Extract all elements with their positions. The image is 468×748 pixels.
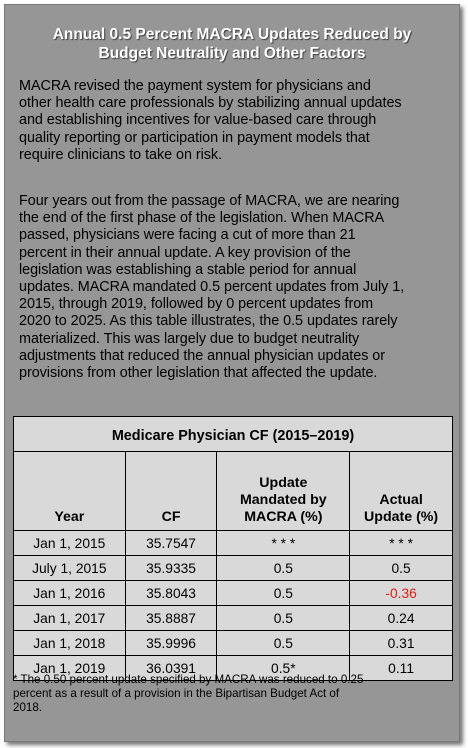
paragraph-details: Four years out from the passage of MACRA, we are nearing the end of the first phase of the legislation. When MACRA passed, physicians were facing a cut of more than 21 percent in their annual update. A key provision of the legislation was establishing a stable period for annual updates. MACRA mandated 0.5 percent updates from July 1, 2015, through 2019, followed by 0 percent updates from 2020 to 2025. As this table illustrates, the 0.5 updates rarely materialized. This was largely due to budget neutrality adjustments that reduced the annual physician updates or provisions from other legislation that affected the update.: [19, 193, 405, 382]
cell-mandated: 0.5: [217, 581, 350, 606]
cell-year: Jan 1, 2015: [14, 531, 126, 556]
header-actual: Actual Update (%): [350, 452, 453, 531]
cell-actual-negative: -0.36: [350, 581, 453, 606]
cell-cf: 35.9996: [125, 631, 217, 656]
panel-title: Annual 0.5 Percent MACRA Updates Reduced by Budget Neutrality and Other Factors: [52, 26, 412, 62]
cell-mandated: 0.5: [217, 606, 350, 631]
table-row: [14, 606, 453, 631]
footnote: * The 0.50 percent update specified by MACRA was reduced to 0.25 percent as a result of a provision in the Bipartisan Budget Act of 2018.: [13, 673, 364, 714]
header-cf: CF: [125, 452, 217, 531]
cell-actual: 0.11: [350, 656, 453, 681]
cell-mandated: * * *: [217, 531, 350, 556]
table-row: [14, 556, 453, 581]
cell-cf: 36.0391: [125, 656, 217, 681]
table-caption: Medicare Physician CF (2015–2019): [14, 417, 453, 452]
cell-cf: 35.8043: [125, 581, 217, 606]
header-year: Year: [14, 452, 126, 531]
table-header-row: [14, 452, 453, 531]
paragraph-intro: MACRA revised the payment system for physicians and other health care professionals by stabilizing annual updates and establishing incentives for value-based care through quality reporting or participation in payment models that require clinicians to take on risk.: [19, 78, 402, 163]
cell-year: Jan 1, 2018: [14, 631, 126, 656]
cell-year: Jan 1, 2019: [14, 656, 126, 681]
cell-mandated: 0.5*: [217, 656, 350, 681]
header-mandated: Update Mandated by MACRA (%): [217, 452, 350, 531]
cell-cf: 35.9335: [125, 556, 217, 581]
cell-actual: * * *: [350, 531, 453, 556]
cell-actual: 0.31: [350, 631, 453, 656]
cell-mandated: 0.5: [217, 631, 350, 656]
cell-year: July 1, 2015: [14, 556, 126, 581]
sidebar-panel: [4, 4, 460, 742]
table-row: [14, 581, 453, 606]
cell-year: Jan 1, 2017: [14, 606, 126, 631]
table-caption-row: [14, 417, 453, 452]
cell-actual: 0.5: [350, 556, 453, 581]
cell-year: Jan 1, 2016: [14, 581, 126, 606]
cell-cf: 35.8887: [125, 606, 217, 631]
conversion-factor-table: [13, 416, 453, 681]
table-row: [14, 631, 453, 656]
cell-actual: 0.24: [350, 606, 453, 631]
table-row: [14, 531, 453, 556]
cell-cf: 35.7547: [125, 531, 217, 556]
cell-mandated: 0.5: [217, 556, 350, 581]
